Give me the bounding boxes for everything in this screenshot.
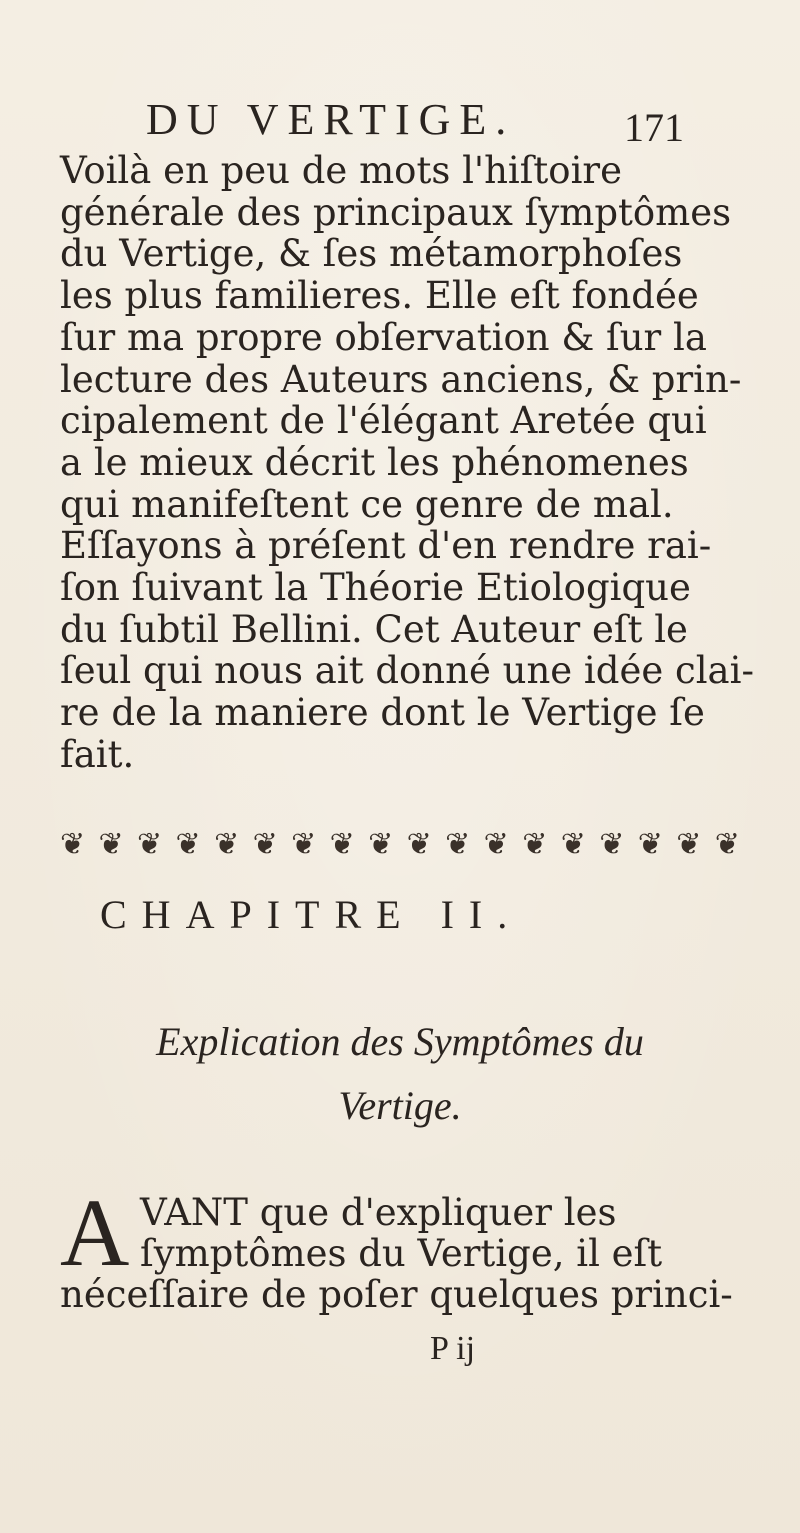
text-line: lecture des Auteurs anciens, & prin- <box>60 357 742 401</box>
fleuron-icon: ❦ <box>98 826 124 862</box>
running-head-title: DU VERTIGE. <box>146 95 516 144</box>
paragraph-1 <box>60 149 754 776</box>
fleuron-icon: ❦ <box>291 826 317 862</box>
fleuron-icon: ❦ <box>137 826 163 862</box>
subtitle-line: Vertige. <box>338 1083 462 1128</box>
text-line: cipalement de l'élégant Aretée qui <box>60 399 707 443</box>
fleuron-icon: ❦ <box>252 826 278 862</box>
chapter-subtitle <box>60 1010 740 1138</box>
fleuron-icon: ❦ <box>483 826 509 862</box>
ornament-band <box>60 820 740 868</box>
fleuron-icon: ❦ <box>175 826 201 862</box>
fleuron-icon: ❦ <box>329 826 355 862</box>
text-line: générale des principaux ſymptômes <box>60 190 732 234</box>
fleuron-icon: ❦ <box>60 826 86 862</box>
text-line: a le mieux décrit les phénomenes <box>60 440 689 484</box>
drop-cap: A <box>60 1179 130 1286</box>
fleuron-icon: ❦ <box>676 826 702 862</box>
text-line: du Vertige, & ſes métamorphoſes <box>60 232 683 276</box>
fleuron-icon: ❦ <box>637 826 663 862</box>
text-line: VANT que d'expliquer les <box>140 1191 617 1234</box>
text-line: re de la maniere dont le Vertige ſe <box>60 691 705 735</box>
fleuron-icon: ❦ <box>714 826 740 862</box>
chapter-heading: CHAPITRE II. <box>100 892 523 937</box>
text-line: Voilà en peu de mots l'hiſtoire <box>60 149 622 192</box>
text-line: ſymptômes du Vertige, il eſt <box>140 1232 663 1275</box>
text-line: ſur ma propre obſervation & ſur la <box>60 315 707 359</box>
page-number: 171 <box>624 105 684 150</box>
text-line: Eſſayons à préſent d'en rendre rai- <box>60 524 712 568</box>
text-line: du ſubtil Bellini. Cet Auteur eſt le <box>60 607 688 651</box>
signature-mark: P ij <box>430 1330 476 1367</box>
fleuron-icon: ❦ <box>599 826 625 862</box>
text-line: fait. <box>60 732 135 776</box>
fleuron-icon: ❦ <box>368 826 394 862</box>
fleuron-icon: ❦ <box>560 826 586 862</box>
fleuron-icon: ❦ <box>522 826 548 862</box>
text-line: ſeul qui nous ait donné une idée clai- <box>60 649 754 693</box>
text-line: néceſſaire de poſer quelques princi- <box>60 1273 733 1316</box>
fleuron-icon: ❦ <box>406 826 432 862</box>
subtitle-line: Explication des Symptômes du <box>156 1019 644 1064</box>
fleuron-icon: ❦ <box>445 826 471 862</box>
text-line: les plus familieres. Elle eſt fondée <box>60 274 699 318</box>
fleuron-icon: ❦ <box>214 826 240 862</box>
paragraph-2 <box>60 1179 740 1316</box>
text-line: ſon ſuivant la Théorie Etiologique <box>60 566 691 610</box>
text-line: qui manifeſtent ce genre de mal. <box>60 482 674 526</box>
